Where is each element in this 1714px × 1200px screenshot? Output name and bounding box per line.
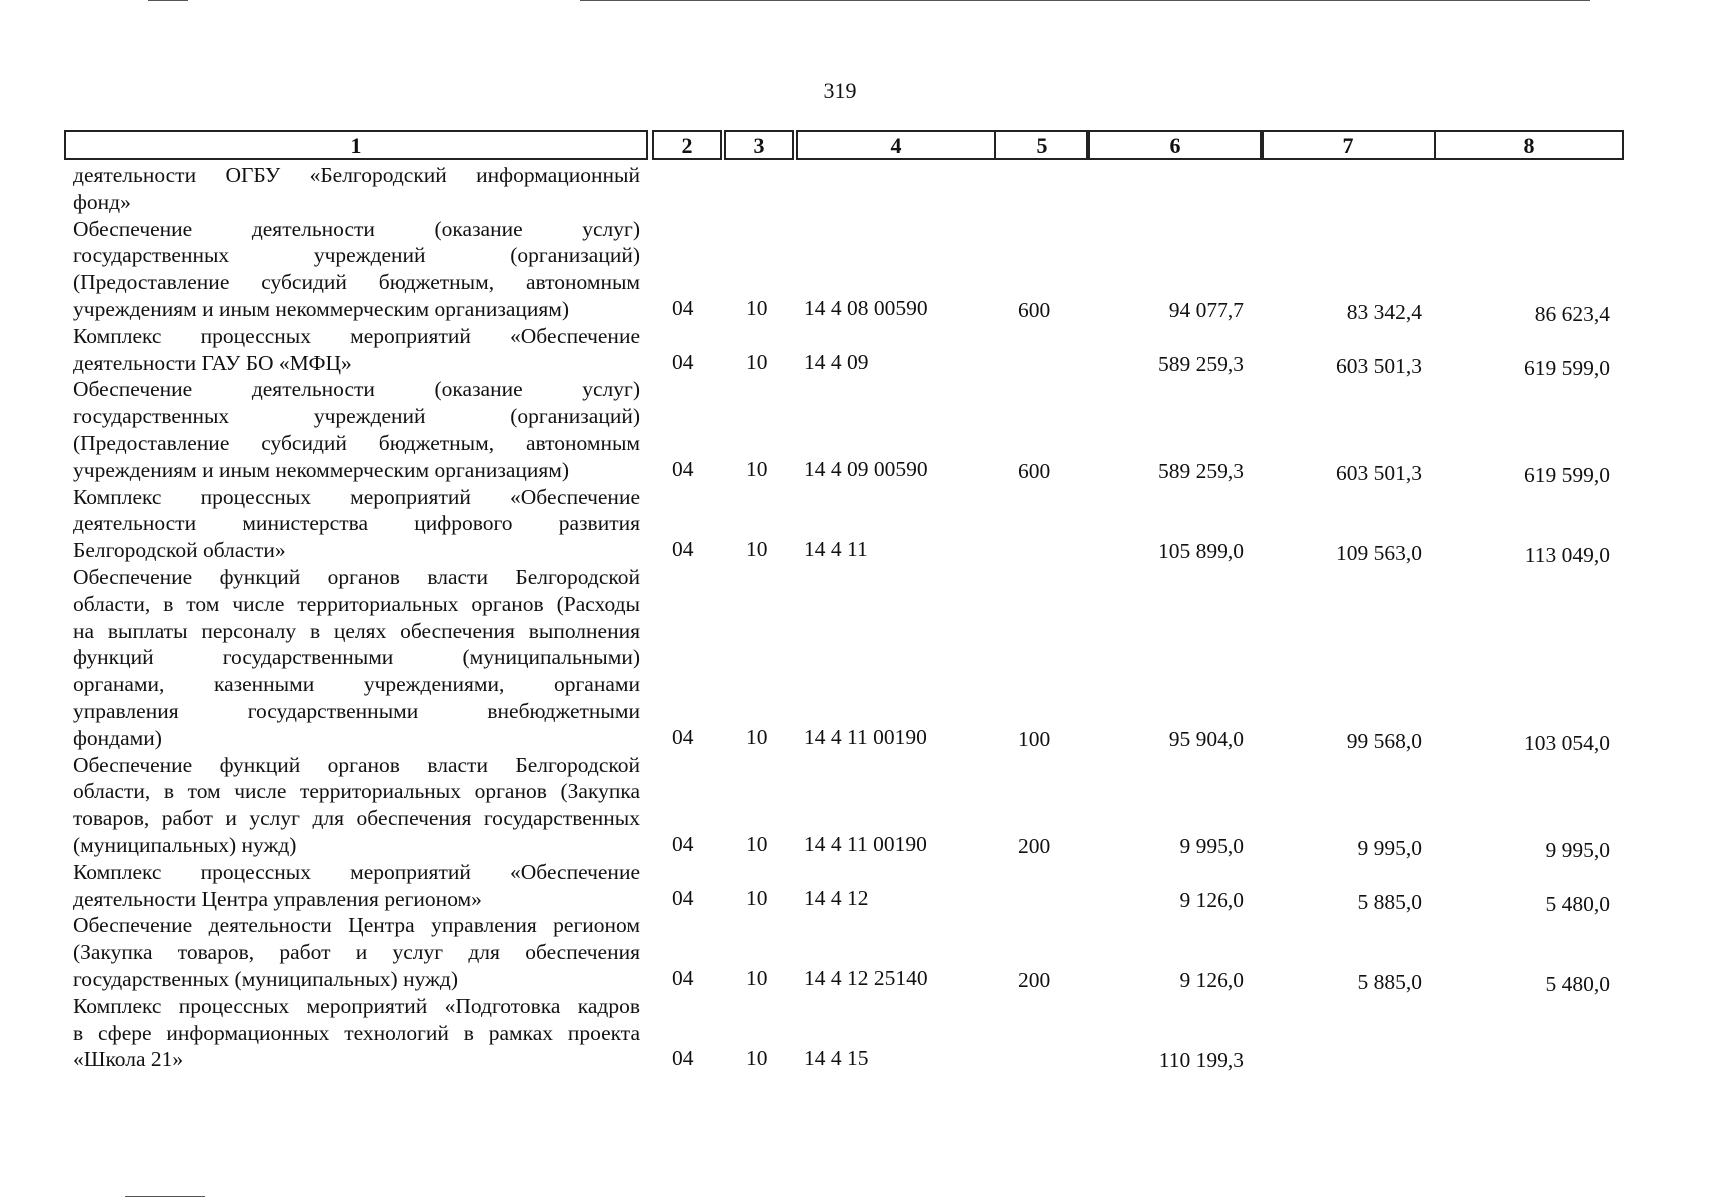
description-line: фонд» (73, 189, 131, 214)
row-description (73, 912, 640, 992)
cell-col-5: 200 (1018, 833, 1051, 858)
header-col-3: 3 (724, 130, 794, 160)
row-description (73, 323, 640, 377)
description-line: деятельности министерства цифрового развития (73, 511, 640, 536)
header-col-6: 6 (1086, 130, 1264, 160)
cell-col-8: 619 599,0 (1524, 355, 1610, 380)
description-line: Комплекс процессных мероприятий «Подготовка кадров (73, 993, 640, 1018)
description-line: (муниципальных) нужд) (73, 832, 297, 857)
cell-col-3: 10 (746, 295, 768, 320)
description-line: Обеспечение функций органов власти Белгородской (73, 752, 640, 777)
description-line: государственных учреждений (организаций) (73, 404, 640, 429)
cell-col-2: 04 (672, 831, 694, 856)
bottom-rule (125, 1196, 205, 1197)
cell-col-2: 04 (672, 724, 694, 749)
cell-col-7: 603 501,3 (1336, 353, 1422, 378)
description-line: государственных учреждений (организаций) (73, 243, 640, 268)
description-line: на выплаты персоналу в целях обеспечения выполнения (73, 618, 640, 643)
row-description (73, 752, 640, 859)
cell-col-4: 14 4 12 25140 (804, 965, 928, 990)
cell-col-2: 04 (672, 885, 694, 910)
cell-col-2: 04 (672, 456, 694, 481)
row-description (73, 859, 640, 913)
cell-col-4: 14 4 11 00190 (804, 831, 927, 856)
cell-col-4: 14 4 08 00590 (804, 295, 928, 320)
cell-col-4: 14 4 11 00190 (804, 724, 927, 749)
description-line: (Предоставление субсидий бюджетным, автономным (73, 270, 640, 295)
description-line: государственных (муниципальных) нужд) (73, 966, 459, 991)
cell-col-4: 14 4 09 (804, 349, 869, 374)
cell-col-4: 14 4 15 (804, 1046, 869, 1071)
cell-col-7: 603 501,3 (1336, 460, 1422, 485)
description-line: Обеспечение функций органов власти Белгородской (73, 565, 640, 589)
cell-col-8: 9 995,0 (1545, 837, 1610, 862)
description-line: учреждениям и иным некоммерческим организациям) (73, 296, 570, 321)
description-line: «Школа 21» (73, 1047, 184, 1072)
cell-col-2: 04 (672, 537, 694, 562)
cell-col-6: 589 259,3 (1158, 351, 1244, 376)
top-rule-left (148, 0, 188, 1)
cell-col-2: 04 (672, 965, 694, 990)
cell-col-5: 600 (1018, 458, 1051, 483)
cell-col-7: 5 885,0 (1357, 889, 1422, 914)
description-line: (Предоставление субсидий бюджетным, автономным (73, 430, 640, 455)
cell-col-2: 04 (672, 349, 694, 374)
top-rule-right (580, 0, 1590, 1)
row-description (73, 162, 640, 216)
cell-col-5: 100 (1018, 726, 1051, 751)
description-line: фондами) (73, 725, 162, 750)
row-description (73, 993, 640, 1073)
row-description (73, 376, 640, 483)
description-line: Белгородской области» (73, 538, 286, 563)
row-description (73, 216, 640, 323)
header-col-2: 2 (652, 130, 722, 160)
header-col-5: 5 (994, 130, 1090, 160)
cell-col-4: 14 4 09 00590 (804, 456, 928, 481)
table-header (64, 130, 1624, 164)
description-line: функций государственными (муниципальными) (73, 645, 640, 670)
header-col-8: 8 (1434, 130, 1624, 160)
description-line: в сфере информационных технологий в рамках проекта (73, 1020, 640, 1045)
header-col-4: 4 (796, 130, 996, 160)
cell-col-8: 5 480,0 (1545, 891, 1610, 916)
cell-col-3: 10 (746, 965, 768, 990)
cell-col-7: 109 563,0 (1336, 541, 1422, 566)
cell-col-6: 9 126,0 (1179, 887, 1244, 912)
cell-col-6: 105 899,0 (1158, 539, 1244, 564)
cell-col-8: 103 054,0 (1524, 730, 1610, 755)
cell-col-3: 10 (746, 724, 768, 749)
description-line: учреждениям и иным некоммерческим организациям) (73, 457, 570, 482)
cell-col-6: 110 199,3 (1158, 1048, 1244, 1073)
cell-col-4: 14 4 12 (804, 885, 869, 910)
cell-col-6: 95 904,0 (1168, 726, 1244, 751)
cell-col-8: 5 480,0 (1545, 971, 1610, 996)
cell-col-6: 589 259,3 (1158, 458, 1244, 483)
cell-col-7: 9 995,0 (1357, 835, 1422, 860)
cell-col-8: 113 049,0 (1524, 543, 1610, 568)
cell-col-2: 04 (672, 1046, 694, 1071)
description-line: Обеспечение деятельности (оказание услуг) (73, 216, 640, 241)
row-description (73, 484, 640, 564)
cell-col-3: 10 (746, 885, 768, 910)
cell-col-3: 10 (746, 1046, 768, 1071)
header-col-1: 1 (64, 130, 648, 160)
description-line: области, в том числе территориальных органов (Закупка (73, 779, 640, 804)
cell-col-7: 5 885,0 (1357, 969, 1422, 994)
description-line: управления государственными внебюджетными (73, 698, 640, 723)
description-line: Комплекс процессных мероприятий «Обеспечение (73, 323, 640, 348)
cell-col-6: 94 077,7 (1168, 297, 1244, 322)
cell-col-8: 619 599,0 (1524, 462, 1610, 487)
description-line: Обеспечение деятельности Центра управления регионом (73, 913, 640, 938)
description-line: Комплекс процессных мероприятий «Обеспечение (73, 859, 640, 884)
description-line: товаров, работ и услуг для обеспечения государственных (73, 806, 640, 831)
cell-col-3: 10 (746, 831, 768, 856)
row-description (73, 564, 640, 752)
cell-col-2: 04 (672, 295, 694, 320)
description-line: деятельности Центра управления регионом» (73, 886, 482, 911)
description-line: (Закупка товаров, работ и услуг для обеспечения (73, 940, 640, 965)
page-number: 319 (823, 78, 857, 103)
cell-col-3: 10 (746, 349, 768, 374)
header-col-7: 7 (1260, 130, 1436, 160)
cell-col-6: 9 995,0 (1179, 833, 1244, 858)
description-line: деятельности ОГБУ «Белгородский информационный (73, 163, 640, 187)
description-line: области, в том числе территориальных органов (Расходы (73, 591, 640, 616)
cell-col-8: 86 623,4 (1534, 301, 1610, 326)
description-line: органами, казенными учреждениями, органами (73, 672, 640, 697)
cell-col-5: 600 (1018, 297, 1051, 322)
description-line: деятельности ГАУ БО «МФЦ» (73, 350, 352, 375)
cell-col-7: 83 342,4 (1346, 299, 1422, 324)
cell-col-7: 99 568,0 (1346, 728, 1422, 753)
description-line: Обеспечение деятельности (оказание услуг) (73, 377, 640, 402)
description-line: Комплекс процессных мероприятий «Обеспечение (73, 484, 640, 509)
cell-col-3: 10 (746, 456, 768, 481)
cell-col-4: 14 4 11 (804, 537, 868, 562)
cell-col-6: 9 126,0 (1179, 967, 1244, 992)
cell-col-5: 200 (1018, 967, 1051, 992)
cell-col-3: 10 (746, 537, 768, 562)
